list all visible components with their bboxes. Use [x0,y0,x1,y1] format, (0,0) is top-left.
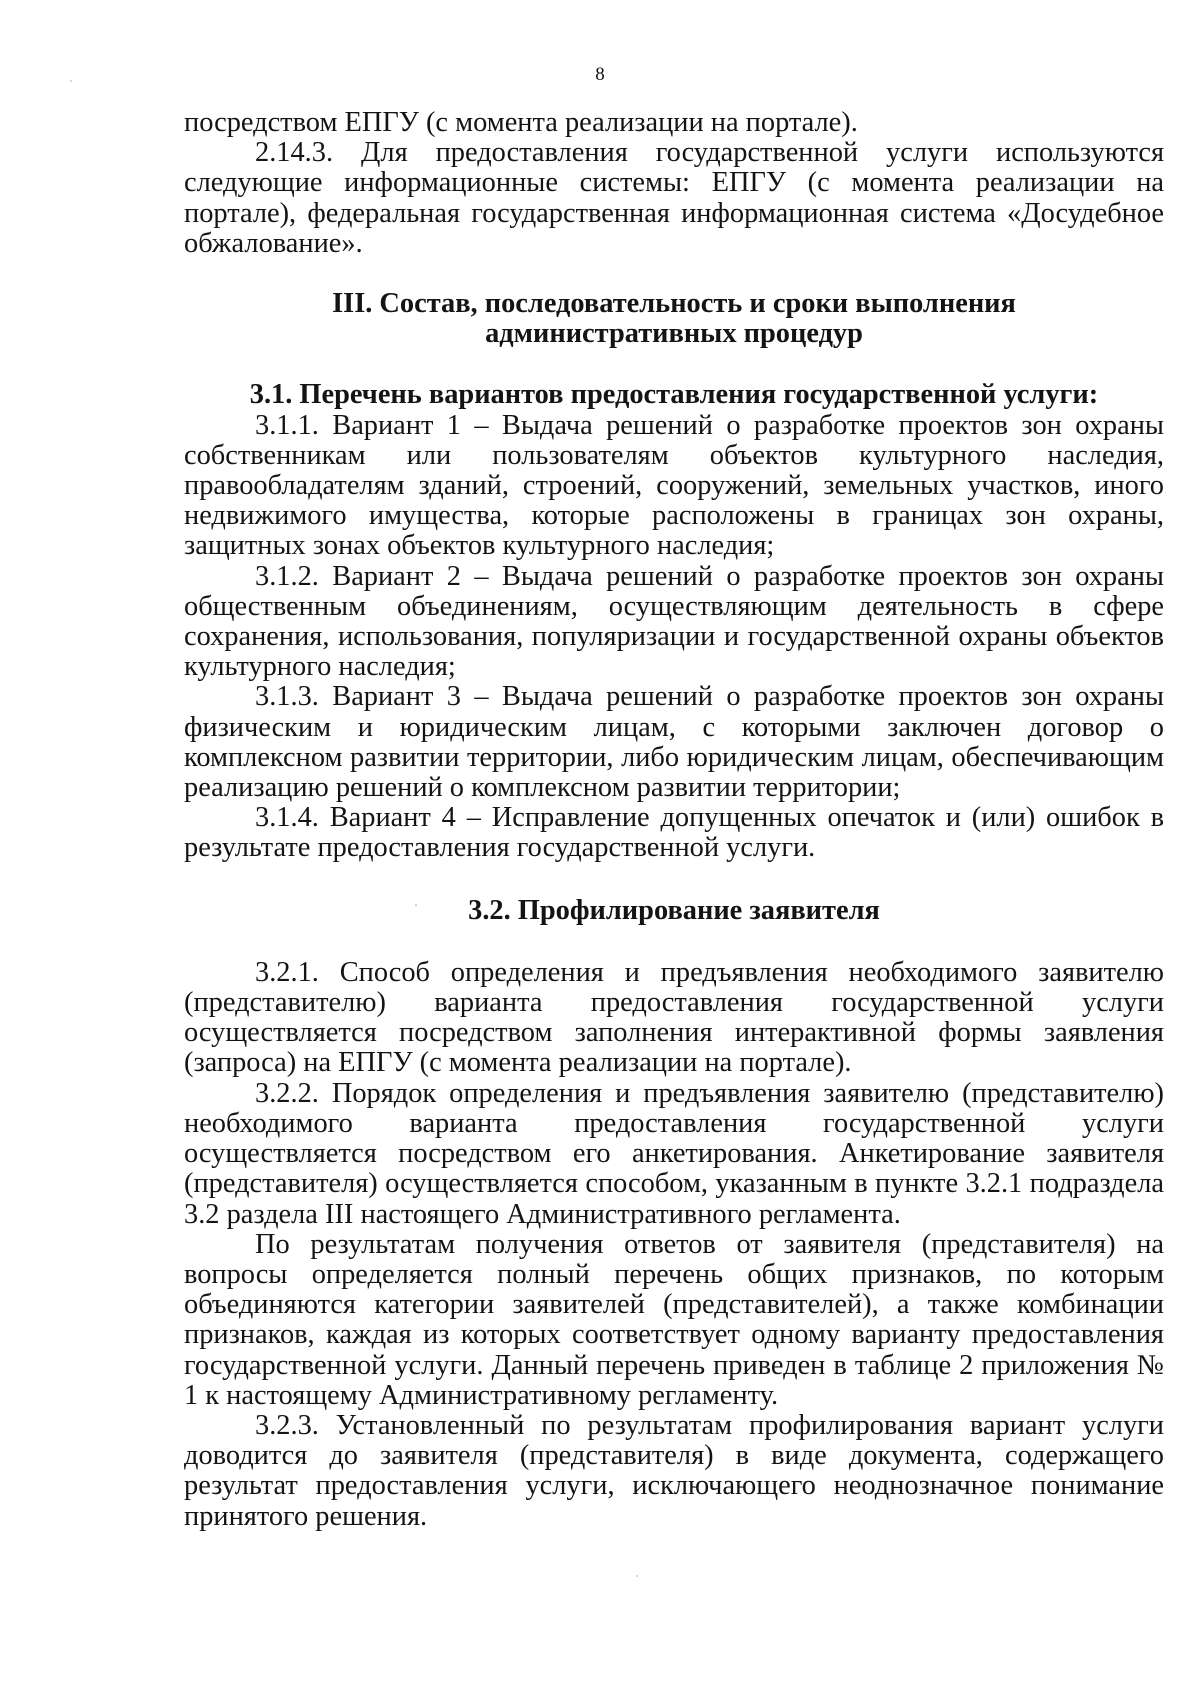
subsection-heading-3-1: 3.1. Перечень вариантов предоставления государственной услуги: [249,379,1099,411]
paragraph-3-1-1: 3.1.1. Вариант 1 – Выдача решений о разработке проектов зон охраны собственникам или пользователям объектов культурного наследия, правообладателям зданий, строений, сооружений, земельных участков, иного недвижимого имущества, которые расположены в границах зон охраны, защитных зонах объектов культурного наследия; [184,409,1164,562]
paragraph-results: По результатам получения ответов от заявителя (представителя) на вопросы определяется полный перечень общих признаков, по которым объединяются категории заявителей (представителей), а также комбинации признаков, каждая из которых соответствует одному варианту предоставления государственной услуги. Данный перечень приведен в таблице 2 приложения № 1 к настоящему Административному регламенту. [184,1228,1164,1411]
paragraph-3-1-4: 3.1.4. Вариант 4 – Исправление допущенных опечаток и (или) ошибок в результате предоставления государственной услуги. [184,802,1164,864]
page-number: 8 [595,64,605,85]
section-heading [184,289,1164,349]
paragraph-3-2-2: 3.2.2. Порядок определения и предъявления заявителю (представителю) необходимого варианта предоставления государственной услуги осуществляется посредством его анкетирования. Анкетирование заявителя (представителя) осуществляется способом, указанным в пункте 3.2.1 подраздела 3.2 раздела III настоящего Административного регламента. [184,1077,1164,1230]
scan-speck [70,80,72,82]
section-heading-line-2: административных процедур [485,318,863,350]
paragraph-3-1-2: 3.1.2. Вариант 2 – Выдача решений о разработке проектов зон охраны общественным объединениям, осуществляющим деятельность в сфере сохранения, использования, популяризации и государственной охраны объектов культурного наследия; [184,560,1164,683]
document-body [184,108,1164,1532]
section-heading-line-1: III. Состав, последовательность и сроки выполнения [332,288,1016,320]
scan-speck [636,1575,638,1577]
scan-speck [415,904,417,906]
paragraph-3-1-3: 3.1.3. Вариант 3 – Выдача решений о разработке проектов зон охраны физическим и юридическим лицам, с которыми заключен договор о комплексном развитии территории, либо юридическим лицам, обеспечивающим реализацию решений о комплексном развитии территории; [184,681,1164,804]
paragraph-continuation: посредством ЕПГУ (с момента реализации на портале). [184,107,858,138]
paragraph-2-14-3: 2.14.3. Для предоставления государственной услуги используются следующие информационные системы: ЕПГУ (с момента реализации на портале), федеральная государственная информационная система «Досудебное обжалование». [184,137,1164,259]
subsection-heading-3-2: 3.2. Профилирование заявителя [468,894,880,926]
paragraph-3-2-1: 3.2.1. Способ определения и предъявления необходимого заявителю (представителю) варианта предоставления государственной услуги осуществляется посредством заполнения интерактивной формы заявления (запроса) на ЕПГУ (с момента реализации на портале). [184,956,1164,1079]
paragraph-3-2-3: 3.2.3. Установленный по результатам профилирования вариант услуги доводится до заявителя (представителя) в виде документа, содержащего результат предоставления услуги, исключающего неоднозначное понимание принятого решения. [184,1409,1164,1532]
